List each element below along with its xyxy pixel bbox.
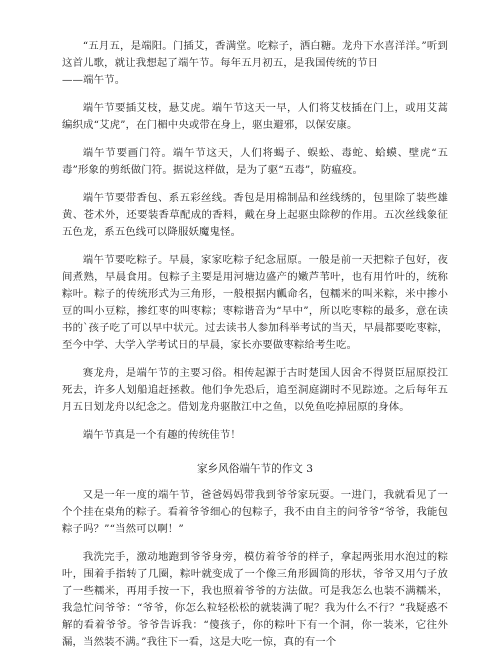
paragraph-aizhi: 端午节要插艾枝，悬艾虎。端午节这天一早，人们将艾枝插在门上，或用艾蒿编织成“艾虎”，在门楣中央或带在身上，驱虫避邪，以保安康。 [62, 102, 448, 131]
paragraph-making-zongzi: 我洗完手，激动地跑到爷爷身旁，模仿着爷爷的样子，拿起两张用水泡过的粽叶，围着手指转了几圈，粽叶就变成了一个像三角形圆筒的形状，爷爷又用勺子放了一些糯米，再用手按一下，我也照着爷爷的方法做。可是我怎么也装不满糯米，我急忙问爷爷：“爷爷，你怎么粒轻松松的就装满了呢？我为什么不行？”我疑惑不解的看着爷爷。爷爷告诉我：“傻孩子，你的粽叶下有一个洞，你一装米，它往外漏，当然装不满。”我往下一看，这是大吃一惊，真的有一个 [62, 551, 448, 648]
paragraph-intro: 又是一年一度的端午节，爸爸妈妈带我到爷爷家玩耍。一进门，我就看见了一个个挂在桌角的粽子。看着爷爷细心的包粽子，我不由自主的问爷爷“爷爷，我能包粽子吗？”“当然可以啊！” [62, 489, 448, 535]
essay-top [62, 38, 448, 444]
paragraph-xiangbao: 端午节要带香包、系五彩丝线。香包是用棉制品和丝线绣的，包里除了装些雄黄、苍术外，还要装香草配成的香料，戴在身上起驱虫除秽的作用。五次丝线象征五色龙，系五色线可以降服妖魔鬼怪。 [62, 192, 448, 238]
paragraph-song-end: ——端午节。 [62, 74, 126, 86]
paragraph-longzhou: 赛龙舟，是端午节的主要习俗。相传起源于古时楚国人因舍不得贤臣屈原投江死去，许多人划船追赶拯救。他们争先恐后，追至洞庭湖时不见踪迹。之后每年五月五日划龙舟以纪念之。借划龙舟驱散江中之鱼，以免鱼吃掉屈原的身体。 [62, 367, 448, 413]
paragraph-closing: 端午节真是一个有趣的传统佳节！ [82, 429, 241, 441]
essay-3 [62, 461, 448, 651]
paragraph-menfu: 端午节要画门符。端午节这天，人们将蝎子、蜈蚣、毒蛇、蛤蟆、壁虎“五毒”形象的剪纸做门符。据说这样做，是为了驱“五毒”，防瘟疫。 [62, 147, 448, 176]
paragraph-zongzi: 端午节要吃粽子。早晨，家家吃粽子纪念屈原。一般是前一天把粽子包好，夜间煮熟，早晨食用。包粽子主要是用河塘边盛产的嫩芦苇叶，也有用竹叶的，统称粽叶。粽子的传统形式为三角形，一般根据内瓤命名，包糯米的叫米粽，米中掺小豆的叫小豆粽，掺红枣的叫枣粽；枣粽谐音为“早中”，所以吃枣粽的最多，意在读书的`孩子吃了可以早中状元。过去读书人参加科举考试的当天，早晨都要吃枣粽，至今中学、大学入学考试日的早晨，家长亦要做枣粽给考生吃。 [62, 254, 448, 351]
essay-title: 家乡风俗端午节的作文 3 [196, 463, 314, 475]
paragraph-song: “五月五，是端阳。门插艾，香满堂。吃粽子，洒白糖。龙舟下水喜洋洋。”听到这首儿歌，就让我想起了端午节。每年五月初五，是我国传统的节日 [62, 40, 448, 69]
